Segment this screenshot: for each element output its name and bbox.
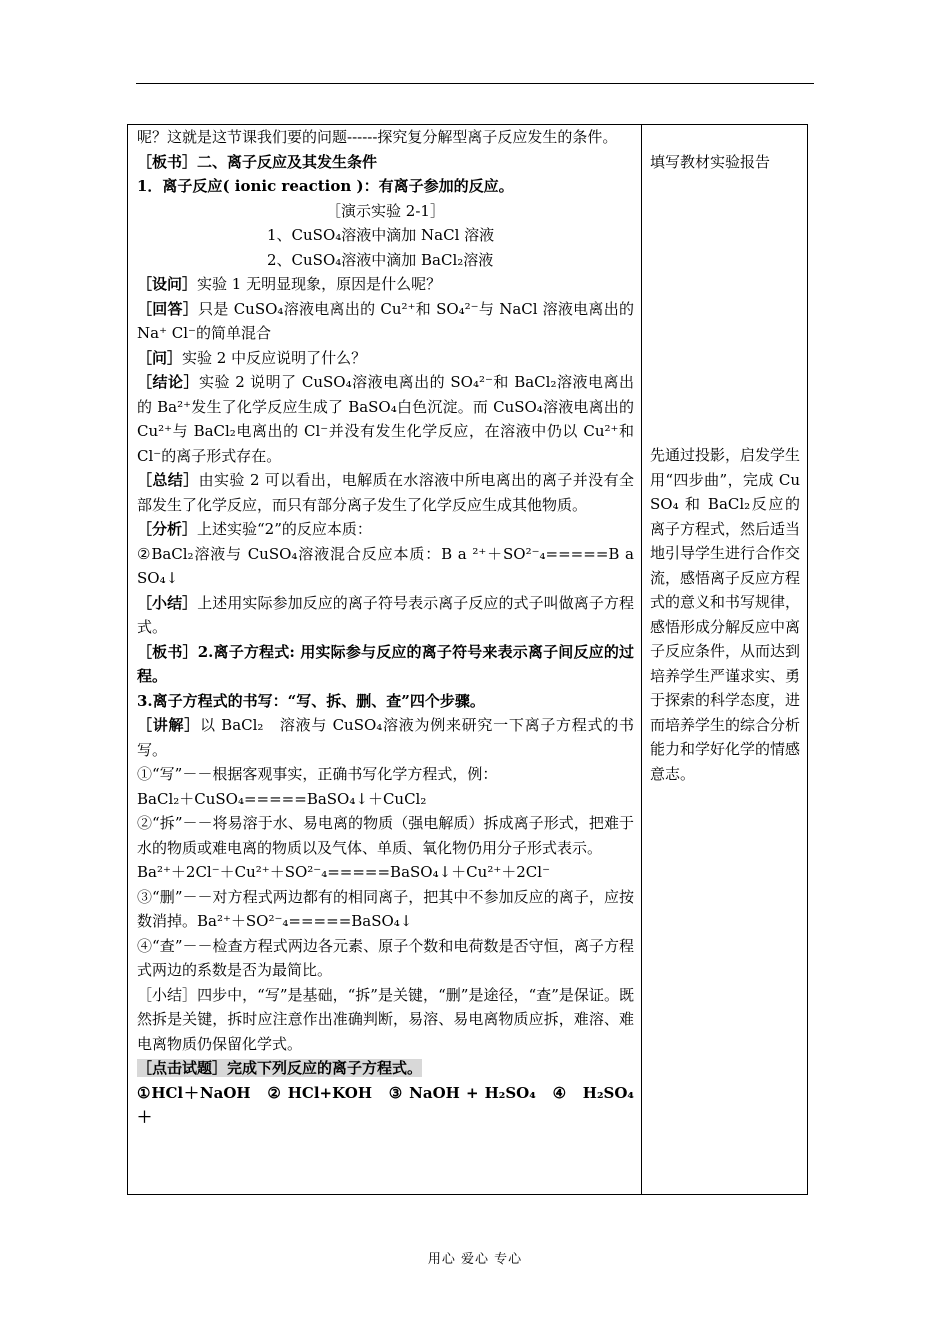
exercise-heading: ［点击试题］完成下列反应的离子方程式。 bbox=[137, 1059, 423, 1077]
step-split: ②“拆”－－将易溶于水、易电离的物质（强电解质）拆成离子形式，把难于水的物质或难电离的物质以及气体、单质、氧化物仍用分子形式表示。 bbox=[137, 814, 634, 857]
column-divider bbox=[641, 125, 642, 1194]
tag: ［总结］ bbox=[137, 471, 199, 489]
exercise-items: ①HCl＋NaOH ② HCl+KOH ③ NaOH + H₂SO₄ ④ H₂SO₄＋ bbox=[137, 1083, 634, 1126]
note-spacer bbox=[650, 125, 800, 150]
tag: ［讲解］ bbox=[137, 716, 200, 734]
teaching-notes-column bbox=[650, 125, 800, 786]
answer-line: ［回答］只是 CuSO₄溶液电离出的 Cu²⁺和 SO₄²⁻与 NaCl 溶液电离出的 Na⁺ Cl⁻的简单混合 bbox=[137, 299, 634, 342]
equation-essence: ②BaCl₂溶液与 CuSO₄溶液混合反应本质：B a ²⁺＋SO²⁻₄=====B a SO₄↓ bbox=[137, 544, 634, 587]
writing-steps-heading: 3.离子方程式的书写：“写、拆、删、查”四个步骤。 bbox=[137, 691, 485, 710]
lesson-content-column bbox=[137, 125, 634, 1130]
demo-item-1: 1、CuSO₄溶液中滴加 NaCl 溶液 bbox=[267, 226, 495, 244]
note-teaching-method: 先通过投影，启发学生用“四步曲”，完成 Cu SO₄ 和 BaCl₂反应的离子方程式，然后适当地引导学生进行合作交流，感悟离子反应方程式的意义和书写规律，感悟形成分解反应中离子反应条件，从而达到培养学生严谨求实、勇于探索的科学态度，进而培养学生的综合分析能力和学好化学的情感意志。 bbox=[650, 446, 801, 783]
tag: ［设问］ bbox=[137, 275, 198, 293]
summary-line: ［总结］由实验 2 可以看出，电解质在水溶液中所电离出的离子并没有全部发生了化学反应，而只有部分离子发生了化学反应生成其他物质。 bbox=[137, 471, 634, 514]
step-write: ①“写”－－根据客观事实，正确书写化学方程式，例： bbox=[137, 765, 498, 783]
conclusion-line: ［结论］实验 2 说明了 CuSO₄溶液电离出的 SO₄²⁻和 BaCl₂溶液电离出的 Ba²⁺发生了化学反应生成了 BaSO₄白色沉淀。而 CuSO₄溶液电离出的 Cu²⁺与 BaCl₂电离出的 Cl⁻并没有发生化学反应，在溶液中仍以 Cu²⁺和 Cl⁻的离子形式存在。 bbox=[137, 373, 634, 465]
demo-item-2: 2、CuSO₄溶液中滴加 BaCl₂溶液 bbox=[267, 250, 494, 269]
lesson-table bbox=[127, 124, 808, 1195]
tag: ［问］ bbox=[137, 348, 183, 367]
definition-ionic-equation: ［板书］2.离子方程式: 用实际参与反应的离子符号来表示离子间反应的过程。 bbox=[137, 642, 634, 685]
board-heading: ［板书］二、离子反应及其发生条件 bbox=[137, 152, 378, 171]
text-line: 呢？这就是这节课我们要的问题------探究复分解型离子反应发生的条件。 bbox=[137, 128, 618, 146]
explain-line: ［讲解］以 BaCl₂ 溶液与 CuSO₄溶液为例来研究一下离子方程式的书写。 bbox=[137, 716, 634, 759]
note-experiment-report: 填写教材实验报告 bbox=[650, 152, 771, 171]
step-delete: ③“删”－－对方程式两边都有的相同离子，把其中不参加反应的离子，应按数消掉。Ba²⁺＋SO²⁻₄=====BaSO₄↓ bbox=[137, 887, 634, 930]
question-line: ［设问］实验 1 无明显现象，原因是什么呢？ bbox=[137, 275, 442, 293]
header-rule bbox=[136, 83, 814, 84]
steps-summary: ［小结］四步中，“写”是基础，“拆”是关键，“删”是途径，“查”是保证。既然拆是关键，拆时应注意作出准确判断，易溶、易电离物质应拆，难溶、难电离物质仍保留化学式。 bbox=[137, 985, 634, 1053]
tag: ［结论］ bbox=[137, 373, 200, 391]
analysis-line: ［分析］上述实验“2”的反应本质： bbox=[137, 520, 372, 538]
equation-split: Ba²⁺＋2Cl⁻＋Cu²⁺＋SO²⁻₄=====BaSO₄↓＋Cu²⁺＋2Cl⁻ bbox=[137, 863, 550, 881]
page-footer: 用心 爱心 专心 bbox=[427, 1252, 523, 1267]
step-check: ④“查”－－检查方程式两边各元素、原子个数和电荷数是否守恒，离子方程式两边的系数是否为最简比。 bbox=[137, 936, 634, 979]
tag: ［回答］ bbox=[137, 299, 199, 318]
equation-molecular: BaCl₂＋CuSO₄=====BaSO₄↓＋CuCl₂ bbox=[137, 789, 427, 808]
tag: ［分析］ bbox=[137, 520, 198, 538]
note-gap bbox=[650, 174, 800, 443]
demo-title: ［演示实验 2-1］ bbox=[326, 201, 445, 220]
ask-line: ［问］实验 2 中反应说明了什么？ bbox=[137, 348, 367, 367]
definition-ionic-reaction: 1．离子反应( ionic reaction )：有离子参加的反应。 bbox=[137, 177, 514, 195]
tag: ［小结］ bbox=[137, 593, 198, 612]
brief-summary-line: ［小结］上述用实际参加反应的离子符号表示离子反应的式子叫做离子方程式。 bbox=[137, 593, 634, 636]
